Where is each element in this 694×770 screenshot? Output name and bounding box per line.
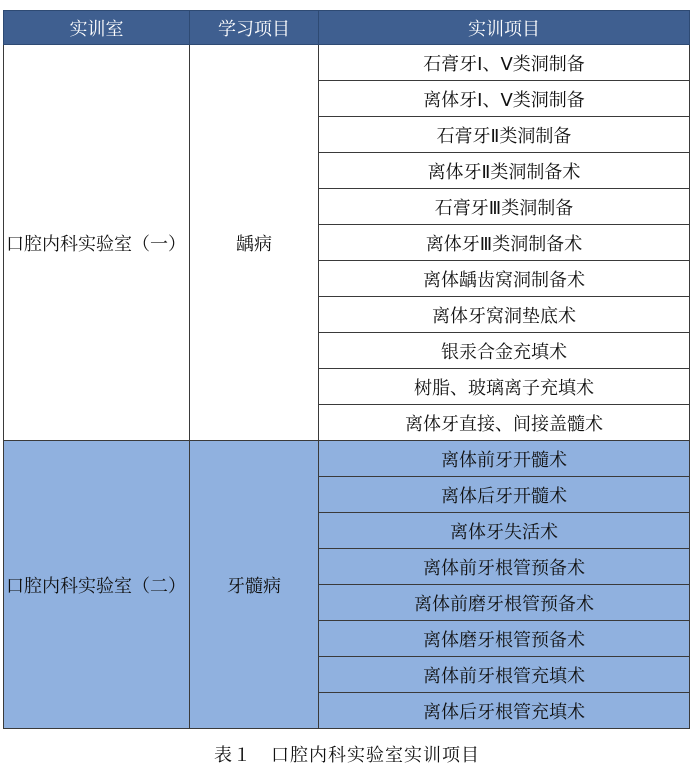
project-cell: 龋病 [190,45,319,441]
table-row [4,45,690,81]
table-caption: 表１ 口腔内科实验室实训项目 [214,745,480,766]
item-cell: 离体后牙根管充填术 [319,693,690,729]
item-cell: 树脂、玻璃离子充填术 [319,369,690,405]
item-cell: 离体牙Ⅰ、Ⅴ类洞制备 [319,81,690,117]
item-cell: 离体牙失活术 [319,513,690,549]
header-lab: 实训室 [4,11,190,45]
project-cell: 牙髓病 [190,441,319,729]
item-cell: 离体前牙根管预备术 [319,549,690,585]
table-body [4,45,690,729]
item-cell: 离体牙直接、间接盖髓术 [319,405,690,441]
header-project: 学习项目 [190,11,319,45]
item-cell: 石膏牙Ⅲ类洞制备 [319,189,690,225]
item-cell: 离体后牙开髓术 [319,477,690,513]
item-cell: 离体龋齿窝洞制备术 [319,261,690,297]
table-container [3,10,689,729]
training-table [3,10,690,729]
item-cell: 石膏牙Ⅰ、Ⅴ类洞制备 [319,45,690,81]
header-items: 实训项目 [319,11,690,45]
item-cell: 离体牙Ⅱ类洞制备术 [319,153,690,189]
item-cell: 石膏牙Ⅱ类洞制备 [319,117,690,153]
item-cell: 银汞合金充填术 [319,333,690,369]
item-cell: 离体前磨牙根管预备术 [319,585,690,621]
item-cell: 离体前牙根管充填术 [319,657,690,693]
lab-cell: 口腔内科实验室（一） [4,45,190,441]
header-row [4,11,690,45]
item-cell: 离体前牙开髓术 [319,441,690,477]
lab-cell: 口腔内科实验室（二） [4,441,190,729]
item-cell: 离体牙窝洞垫底术 [319,297,690,333]
item-cell: 离体牙Ⅲ类洞制备术 [319,225,690,261]
item-cell: 离体磨牙根管预备术 [319,621,690,657]
table-row [4,441,690,477]
